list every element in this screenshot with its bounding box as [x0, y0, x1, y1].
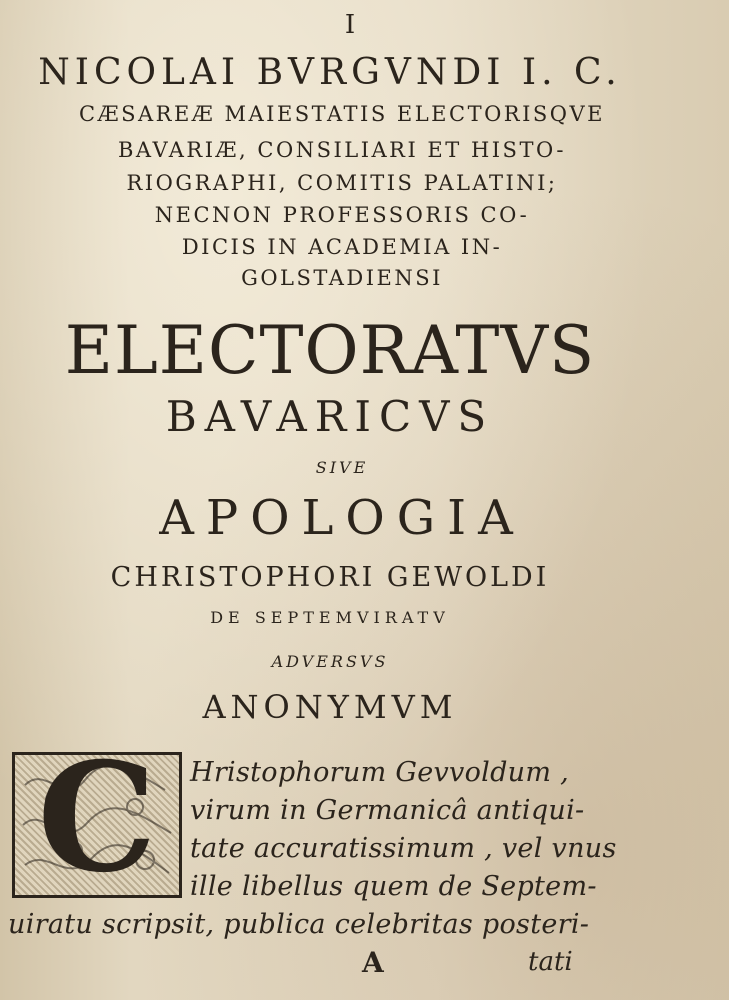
body-text-line: uiratu scripsit, publica celebritas posteri-	[8, 909, 590, 940]
initial-letter: C	[37, 730, 157, 906]
adversus-word: ADVERSVS	[271, 652, 389, 671]
page-number: I	[344, 10, 356, 40]
body-text-line: ille libellus quem de Septem-	[190, 871, 597, 902]
catchword: tati	[528, 947, 573, 977]
sive-word: SIVE	[315, 458, 369, 477]
decorated-initial	[12, 730, 182, 906]
main-title-line-2: BAVARICVS	[165, 392, 495, 441]
subtitle-line: DICIS IN ACADEMIA IN-	[181, 235, 503, 259]
body-text-line: virum in Germanicâ antiqui-	[190, 795, 585, 826]
apologia-title: APOLOGIA	[159, 490, 525, 546]
christophori-line: CHRISTOPHORI GEWOLDI	[110, 562, 550, 593]
signature-mark: A	[362, 946, 384, 979]
body-text-line: Hristophorum Gevvoldum ,	[190, 757, 570, 788]
subtitle-line: CÆSAREÆ MAIESTATIS ELECTORISQVE	[79, 102, 605, 126]
anonymum-title: ANONYMVM	[202, 688, 458, 726]
subtitle-line: RIOGRAPHI, COMITIS PALATINI;	[126, 171, 558, 195]
subtitle-line: BAVARIÆ, CONSILIARI ET HISTO-	[117, 138, 567, 162]
author-name: NICOLAI BVRGVNDI I. C.	[38, 52, 622, 93]
main-title-line-1: ELECTORATVS	[64, 312, 596, 389]
subtitle-line: NECNON PROFESSORIS CO-	[154, 203, 530, 227]
subtitle-line: GOLSTADIENSI	[241, 266, 443, 290]
septemviratu-line: DE SEPTEMVIRATV	[210, 608, 450, 627]
body-text-line: tate accuratissimum , vel vnus	[190, 833, 617, 864]
